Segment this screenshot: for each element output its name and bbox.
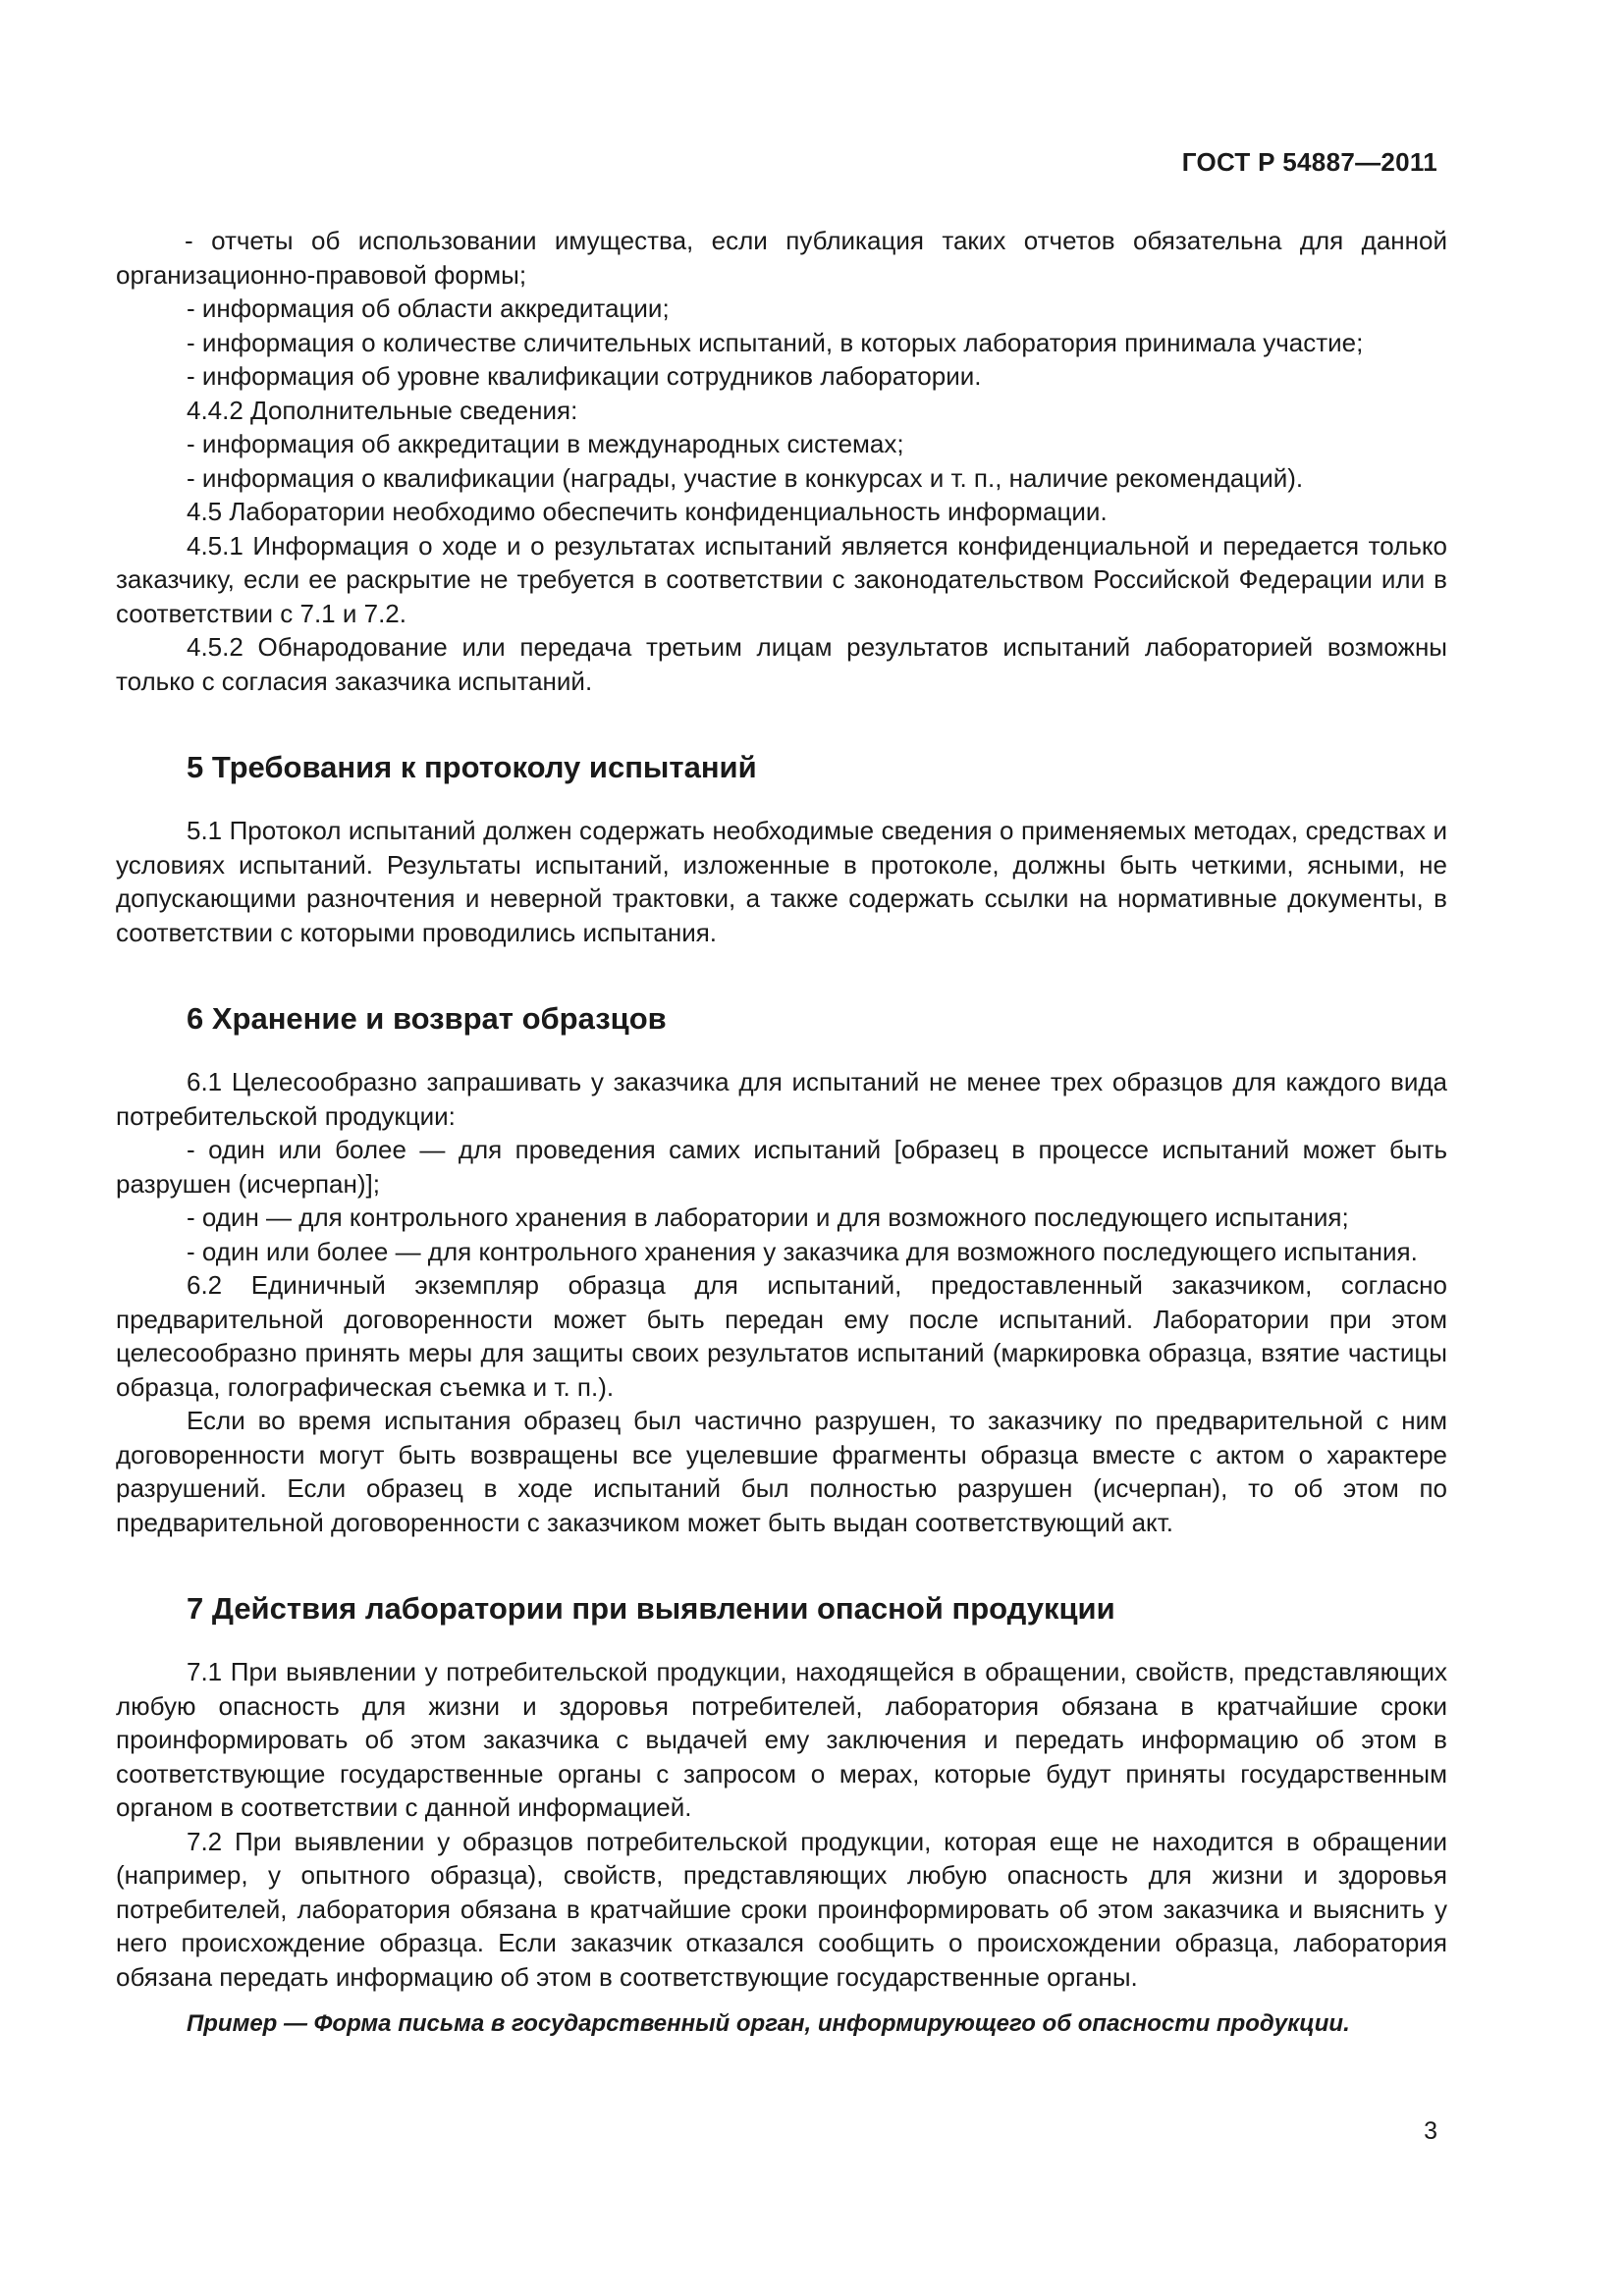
document-code-header: ГОСТ Р 54887—2011: [1181, 147, 1437, 177]
clause-4-5: 4.5 Лаборатории необходимо обеспечить конфиденциальность информации.: [187, 497, 1108, 526]
section-heading-7: 7 Действия лаборатории при выявлении опасной продукции: [187, 1591, 1115, 1626]
clause-4-5-1: 4.5.1 Информация о ходе и о результатах испытаний является конфиденциальной и передается только заказчику, если ее раскрытие не требуется в соответствии с законодательством Российской Федерации или в соответствии с 7.1 и 7.2.: [116, 530, 1447, 628]
list-item-international-accreditation: - информация об аккредитации в международных системах;: [187, 429, 904, 458]
clause-5-1: 5.1 Протокол испытаний должен содержать необходимые сведения о применяемых методах, средствах и условиях испытаний. Результаты испытаний, изложенные в протоколе, должны быть четкими, ясными, не допускающими разночтения и неверной трактовки, а также содержать ссылки на нормативные документы, в соответствии с которыми проводились испытания.: [116, 816, 1447, 947]
list-item-accreditation-scope: - информация об области аккредитации;: [187, 294, 670, 323]
example-note: Пример — Форма письма в государственный орган, информирующего об опасности продукции.: [187, 2010, 1350, 2037]
list-item-samples-customer-storage: - один или более — для контрольного хранения у заказчика для возможного последующего испытания.: [187, 1236, 1418, 1266]
clause-6-1: 6.1 Целесообразно запрашивать у заказчика для испытаний не менее трех образцов для каждого вида потребительской продукции:: [116, 1067, 1447, 1131]
list-item-samples-testing: - один или более — для проведения самих испытаний [образец в процессе испытаний может быть разрушен (исчерпан)];: [116, 1135, 1447, 1199]
document-body: [116, 224, 1447, 2041]
clause-7-1: 7.1 При выявлении у потребительской продукции, находящейся в обращении, свойств, представляющих любую опасность для жизни и здоровья потребителей, лаборатория обязана в кратчайшие сроки проинформировать об этом заказчика с выдачей ему заключения и передать информацию об этом в соответствующие государственные органы с запросом о мерах, которые будут приняты государственным органом в соответствии с данной информацией.: [116, 1657, 1447, 1822]
list-item-property-reports: - отчеты об использовании имущества, если публикация таких отчетов обязательна для данной организационно-правовой формы;: [116, 226, 1447, 290]
section-heading-6: 6 Хранение и возврат образцов: [187, 1001, 667, 1036]
clause-4-4-2: 4.4.2 Дополнительные сведения:: [187, 395, 578, 425]
clause-4-5-2: 4.5.2 Обнародование или передача третьим лицам результатов испытаний лабораторией возможны только с согласия заказчика испытаний.: [116, 632, 1447, 696]
clause-7-2: 7.2 При выявлении у образцов потребительской продукции, которая еще не находится в обращении (например, у опытного образца), свойств, представляющих любую опасность для жизни и здоровья потребителей, лаборатория обязана в кратчайшие сроки проинформировать об этом заказчика и выяснить у него происхождение образца. Если заказчик отказался сообщить о происхождении образца, лаборатория обязана передать информацию об этом в соответствующие государственные органы.: [116, 1826, 1447, 1992]
list-item-samples-lab-storage: - один — для контрольного хранения в лаборатории и для возможного последующего испытания;: [187, 1202, 1349, 1232]
page-number: 3: [1424, 2117, 1437, 2145]
paragraph-partial-destruction: Если во время испытания образец был частично разрушен, то заказчику по предварительной с ним договоренности могут быть возвращены все уцелевшие фрагменты образца вместе с актом о характере разрушений. Если образец в ходе испытаний был полностью разрушен (исчерпан), то об этом по предварительной договоренности с заказчиком может быть выдан соответствующий акт.: [116, 1406, 1447, 1537]
list-item-staff-qualification: - информация об уровне квалификации сотрудников лаборатории.: [187, 361, 982, 391]
list-item-qualification-info: - информация о квалификации (награды, участие в конкурсах и т. п., наличие рекомендаций).: [187, 462, 1304, 493]
clause-6-2: 6.2 Единичный экземпляр образца для испытаний, предоставленный заказчиком, согласно предварительной договоренности может быть передан ему после испытаний. Лаборатории при этом целесообразно принять меры для защиты своих результатов испытаний (маркировка образца, взятие частицы образца, голографическая съемка и т. п.).: [116, 1270, 1447, 1402]
list-item-comparison-tests: - информация о количестве сличительных испытаний, в которых лаборатория принимала участие;: [187, 327, 1364, 357]
section-heading-5: 5 Требования к протоколу испытаний: [187, 750, 757, 784]
